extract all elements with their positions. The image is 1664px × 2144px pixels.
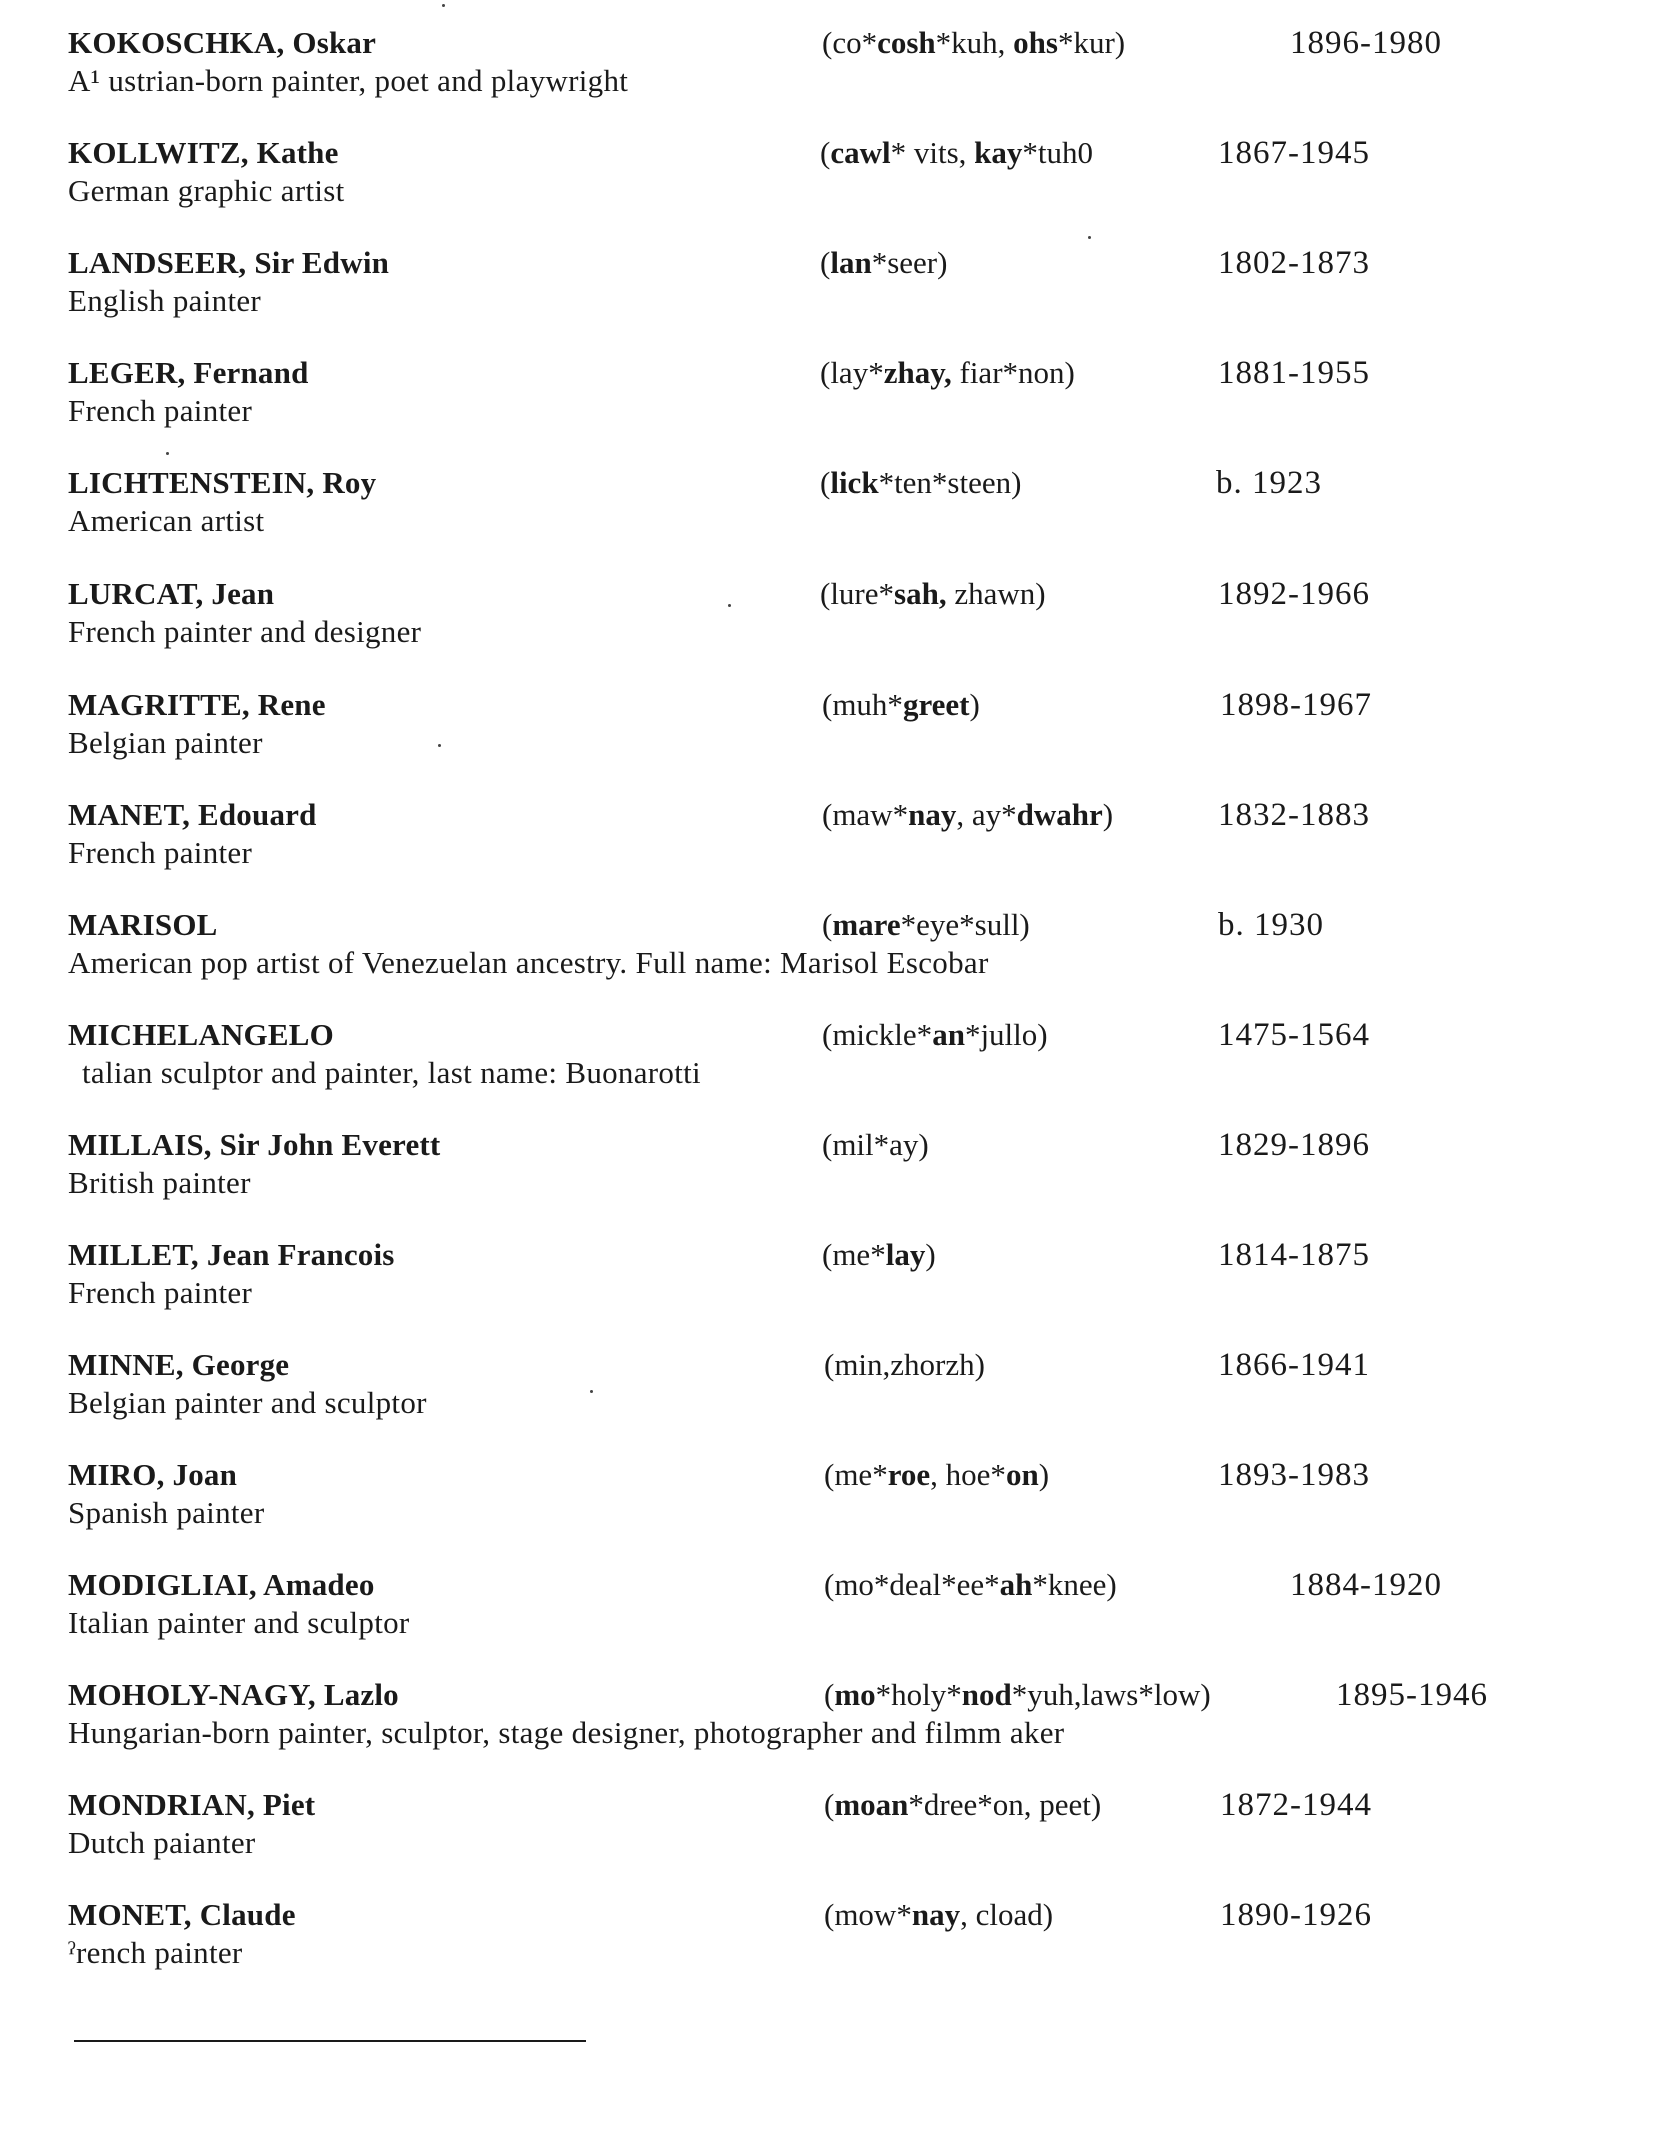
stressed-syllable: kay <box>974 135 1023 170</box>
artist-name: MILLAIS, Sir John Everett <box>68 1127 441 1162</box>
pronunciation-segment: , cload) <box>960 1897 1054 1932</box>
artist-name: LURCAT, Jean <box>68 576 275 611</box>
life-dates: b. 1930 <box>1218 907 1324 943</box>
artist-name: MINNE, George <box>68 1347 290 1382</box>
pronunciation <box>820 464 1021 502</box>
artist-name: LEGER, Fernand <box>68 355 309 390</box>
artist-description: Spanish painter <box>68 1495 265 1530</box>
entry-magritte <box>68 686 1568 786</box>
life-dates: 1872-1944 <box>1220 1787 1372 1823</box>
pronunciation-segment: *kur) <box>1057 25 1126 60</box>
artist-name: MICHELANGELO <box>68 1017 334 1052</box>
pronunciation <box>824 1786 1101 1824</box>
entry-leger <box>68 354 1568 454</box>
life-dates: b. 1923 <box>1216 465 1322 501</box>
scan-speck <box>728 604 731 607</box>
stressed-syllable: mare <box>832 907 901 942</box>
artist-description: French painter <box>68 1275 253 1310</box>
pronunciation-segment: , ay* <box>956 797 1017 832</box>
pronunciation-segment: zhawn) <box>946 576 1046 611</box>
pronunciation-segment: *holy* <box>875 1677 962 1712</box>
stressed-syllable: zhay, <box>883 355 952 390</box>
stressed-syllable: nod <box>961 1677 1012 1712</box>
artist-description: British painter <box>68 1165 251 1200</box>
pronunciation-segment: ( <box>824 1787 835 1822</box>
entry-modigliani <box>68 1566 1568 1666</box>
pronunciation <box>822 1016 1048 1054</box>
pronunciation-segment: (lure* <box>820 576 895 611</box>
stressed-syllable: lick <box>830 465 879 500</box>
pronunciation-segment: *knee) <box>1032 1567 1117 1602</box>
pronunciation-segment: ) <box>925 1237 936 1272</box>
stressed-syllable: roe <box>887 1457 931 1492</box>
pronunciation <box>824 1456 1049 1494</box>
life-dates: 1892-1966 <box>1218 576 1370 612</box>
artist-description: Dutch paianter <box>68 1825 256 1860</box>
artist-description: Belgian painter and sculptor <box>68 1385 427 1420</box>
entry-kokoschka <box>68 24 1568 124</box>
pronunciation-segment: ( <box>822 907 833 942</box>
pronunciation-segment: *ten*steen) <box>878 465 1022 500</box>
pronunciation-segment: (me* <box>822 1237 886 1272</box>
pronunciation-segment: (mow* <box>824 1897 912 1932</box>
entry-minne <box>68 1346 1568 1446</box>
artist-name: LICHTENSTEIN, Roy <box>68 465 377 500</box>
stressed-syllable: ohs <box>1013 25 1058 60</box>
entry-millais <box>68 1126 1568 1226</box>
life-dates: 1884-1920 <box>1290 1567 1442 1603</box>
pronunciation-segment: fiar*non) <box>951 355 1075 390</box>
stressed-syllable: mo <box>834 1677 876 1712</box>
life-dates: 1881-1955 <box>1218 355 1370 391</box>
pronunciation-segment: (lay* <box>820 355 884 390</box>
scan-speck <box>166 452 169 455</box>
pronunciation <box>822 906 1030 944</box>
scan-speck <box>442 4 445 7</box>
pronunciation-segment: (co* <box>822 25 878 60</box>
entry-monet <box>68 1896 1568 1996</box>
artist-name: MONDRIAN, Piet <box>68 1787 316 1822</box>
pronunciation <box>820 575 1046 613</box>
stressed-syllable: ah <box>999 1567 1033 1602</box>
artist-name: KOKOSCHKA, Oskar <box>68 25 377 60</box>
artist-description: A¹ ustrian-born painter, poet and playwright <box>68 63 629 98</box>
stressed-syllable: dwahr <box>1016 797 1103 832</box>
pronunciation-segment: *seer) <box>871 245 948 280</box>
artist-name: MAGRITTE, Rene <box>68 687 326 722</box>
artist-name: LANDSEER, Sir Edwin <box>68 245 390 280</box>
pronunciation-segment: ) <box>1102 797 1114 832</box>
artist-description: Hungarian-born painter, sculptor, stage designer, photographer and filmm aker <box>68 1715 1065 1750</box>
stressed-syllable: lan <box>830 245 872 280</box>
life-dates: 1890-1926 <box>1220 1897 1372 1933</box>
entry-moholy-nagy <box>68 1676 1568 1776</box>
stressed-syllable: on <box>1005 1457 1039 1492</box>
stressed-syllable: nay <box>911 1897 961 1932</box>
life-dates: 1893-1983 <box>1218 1457 1370 1493</box>
pronunciation-segment: ( <box>820 465 831 500</box>
pronunciation-segment: ( <box>820 245 831 280</box>
pronunciation <box>822 796 1113 834</box>
scan-speck <box>1088 236 1091 239</box>
pronunciation <box>824 1896 1053 1934</box>
pronunciation-segment: *jullo) <box>964 1017 1048 1052</box>
scan-speck <box>590 1390 593 1393</box>
artist-name: MILLET, Jean Francois <box>68 1237 395 1272</box>
pronunciation-segment: (me* <box>824 1457 888 1492</box>
artist-description: French painter <box>68 835 253 870</box>
life-dates: 1867-1945 <box>1218 135 1370 171</box>
artist-name: MODIGLIAI, Amadeo <box>68 1567 375 1602</box>
pronunciation-segment: ) <box>1038 1457 1050 1492</box>
artist-description: American pop artist of Venezuelan ancestry. Full name: Marisol Escobar <box>68 945 989 980</box>
pronunciation-segment: *tuh0 <box>1022 135 1094 170</box>
entry-kollwitz <box>68 134 1568 234</box>
artist-description: French painter <box>68 393 253 428</box>
stressed-syllable: sah, <box>894 576 947 611</box>
life-dates: 1898-1967 <box>1220 687 1372 723</box>
entry-lurcat <box>68 575 1568 675</box>
pronunciation-segment: ( <box>820 135 831 170</box>
pronunciation-segment: (min,zhorzh) <box>824 1347 985 1382</box>
life-dates: 1814-1875 <box>1218 1237 1370 1273</box>
life-dates: 1802-1873 <box>1218 245 1370 281</box>
artist-name: MANET, Edouard <box>68 797 317 832</box>
entry-michelangelo <box>68 1016 1568 1116</box>
pronunciation <box>820 354 1075 392</box>
artist-name: MARISOL <box>68 907 218 942</box>
artist-description: French painter and designer <box>68 614 422 649</box>
stressed-syllable: lay <box>885 1237 926 1272</box>
life-dates: 1866-1941 <box>1218 1347 1370 1383</box>
stressed-syllable: an <box>932 1017 965 1052</box>
artist-description: German graphic artist <box>68 173 345 208</box>
pronunciation-segment: *kuh, <box>935 25 1014 60</box>
stressed-syllable: nay <box>908 797 957 832</box>
pronunciation <box>824 1346 985 1384</box>
entry-lichtenstein <box>68 464 1568 564</box>
artist-name: MONET, Claude <box>68 1897 296 1932</box>
entry-miro <box>68 1456 1568 1556</box>
artist-name: KOLLWITZ, Kathe <box>68 135 339 170</box>
artist-description: Belgian painter <box>68 725 263 760</box>
pronunciation <box>824 1676 1211 1714</box>
artist-description: talian sculptor and painter, last name: Buonarotti <box>82 1055 701 1090</box>
life-dates: 1475-1564 <box>1218 1017 1370 1053</box>
pronunciation <box>820 244 947 282</box>
pronunciation-segment: *yuh,laws*low) <box>1011 1677 1211 1712</box>
pronunciation-segment: *eye*sull) <box>900 907 1030 942</box>
artist-description: Italian painter and sculptor <box>68 1605 410 1640</box>
pronunciation-segment: , hoe* <box>930 1457 1006 1492</box>
pronunciation-segment: (maw* <box>822 797 909 832</box>
stressed-syllable: moan <box>834 1787 909 1822</box>
pronunciation-segment: (mickle* <box>822 1017 933 1052</box>
footnote-rule <box>74 2040 586 2042</box>
pronunciation <box>822 1236 936 1274</box>
artist-description: ˀrench painter <box>68 1935 243 1970</box>
pronunciation-segment: ( <box>824 1677 835 1712</box>
artist-name: MIRO, Joan <box>68 1457 238 1492</box>
stressed-syllable: cawl <box>830 135 891 170</box>
pronunciation-segment: ) <box>969 687 980 722</box>
stressed-syllable: cosh <box>877 25 936 60</box>
entry-mondrian <box>68 1786 1568 1886</box>
pronunciation-segment: (mil*ay) <box>822 1127 929 1162</box>
life-dates: 1832-1883 <box>1218 797 1370 833</box>
life-dates: 1895-1946 <box>1336 1677 1488 1713</box>
entry-landseer <box>68 244 1568 344</box>
entry-millet <box>68 1236 1568 1336</box>
pronunciation <box>820 134 1093 172</box>
stressed-syllable: greet <box>902 687 970 722</box>
pronunciation-segment: (mo*deal*ee* <box>824 1567 1000 1602</box>
life-dates: 1829-1896 <box>1218 1127 1370 1163</box>
pronunciation <box>822 24 1125 62</box>
pronunciation <box>822 1126 929 1164</box>
pronunciation-segment: * vits, <box>890 135 975 170</box>
entry-marisol <box>68 906 1568 1006</box>
pronunciation-segment: (muh* <box>822 687 903 722</box>
life-dates: 1896-1980 <box>1290 25 1442 61</box>
pronunciation-segment: *dree*on, peet) <box>908 1787 1102 1822</box>
artist-description: English painter <box>68 283 262 318</box>
entry-manet <box>68 796 1568 896</box>
pronunciation <box>824 1566 1117 1604</box>
artist-name: MOHOLY-NAGY, Lazlo <box>68 1677 399 1712</box>
artist-description: American artist <box>68 503 265 538</box>
scan-speck <box>438 744 441 747</box>
pronunciation <box>822 686 980 724</box>
